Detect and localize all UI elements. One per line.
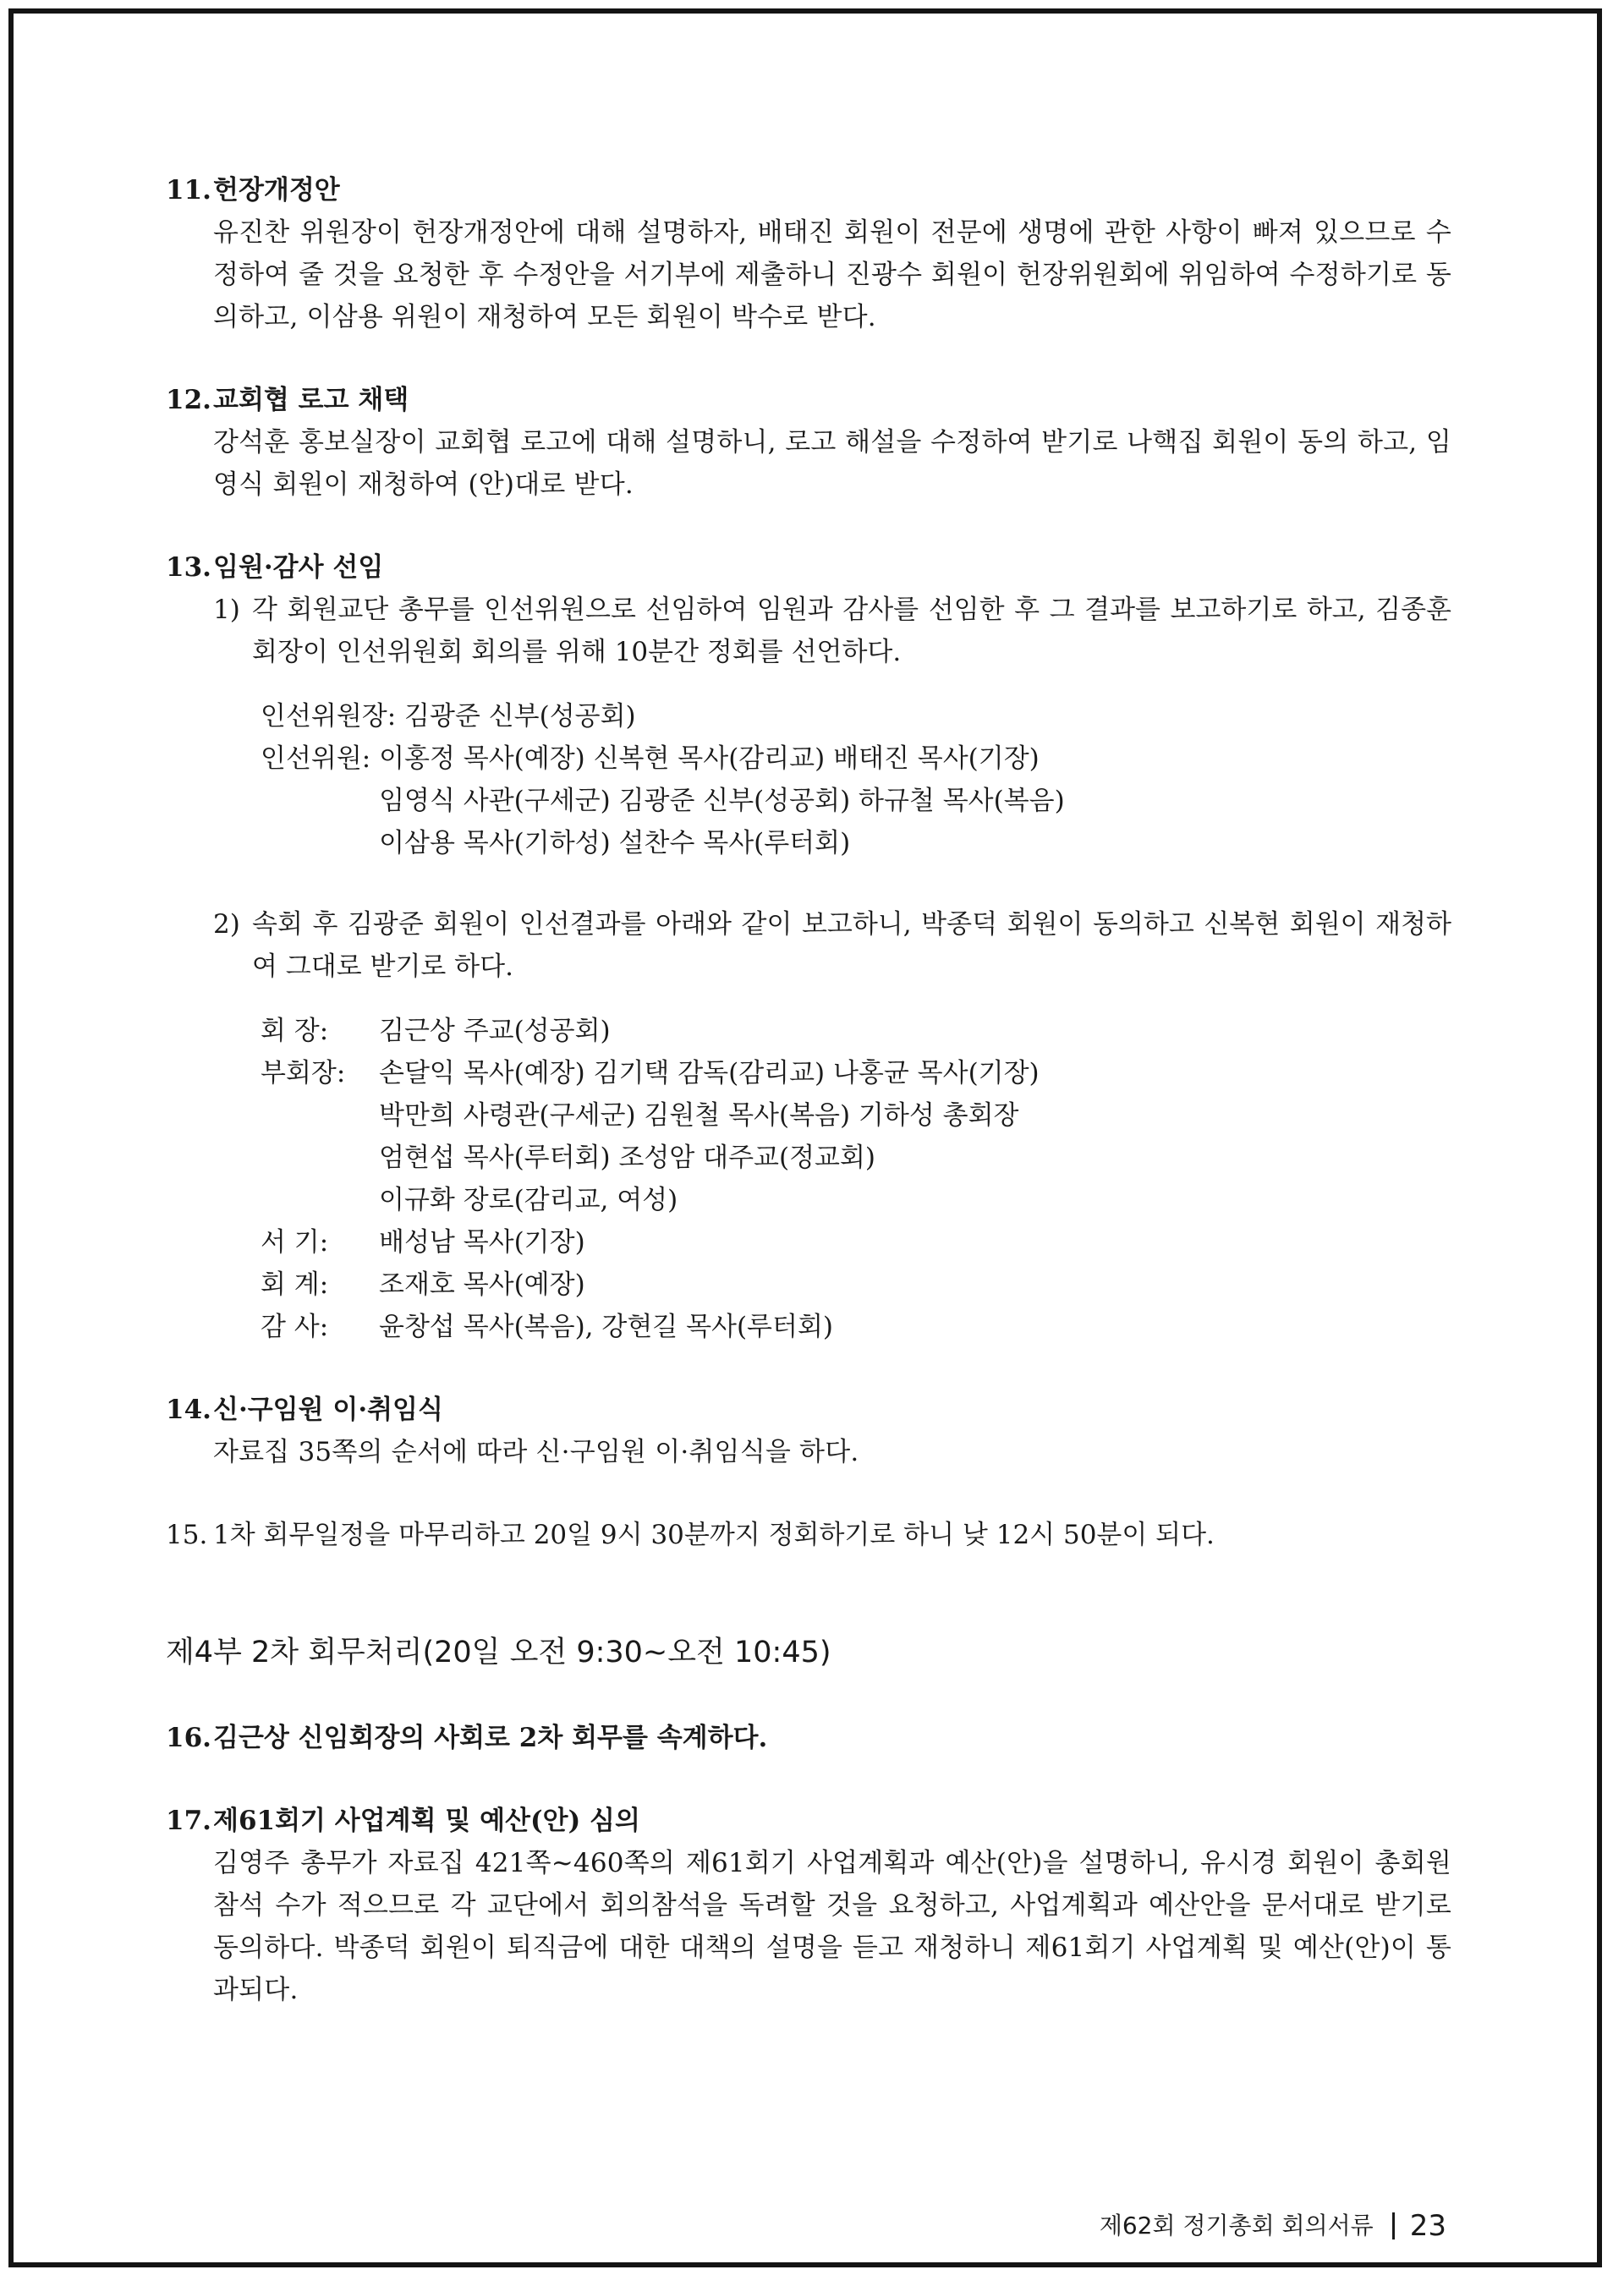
- officer-value: 조재호 목사(예장): [379, 1269, 585, 1300]
- page-number: 23: [1409, 2209, 1446, 2243]
- officer-vice-row: [261, 1052, 1451, 1221]
- item-number: 1): [213, 595, 240, 625]
- section-14: [166, 1389, 1451, 1473]
- officer-president-row: [261, 1010, 1451, 1052]
- section-title: 교회협 로고 채택: [213, 385, 409, 415]
- officer-list: [261, 1010, 1451, 1348]
- officer-vice-line: 박만희 사령관(구세군) 김원철 목사(복음) 기하성 총회장: [379, 1100, 1019, 1131]
- officer-label: 부회장:: [261, 1058, 354, 1088]
- section-number: 13.: [166, 552, 211, 583]
- officer-auditor-row: [261, 1306, 1451, 1348]
- section-12-heading: [166, 379, 1451, 421]
- section-11-body: 유진찬 위원장이 헌장개정안에 대해 설명하자, 배태진 회원이 전문에 생명에 관한 사항이 빠져 있으므로 수정하여 줄 것을 요청한 후 수정안을 서기부에 제출하니 진광수 회원이 헌장위원회에 위임하여 수정하기로 동의하고, 이삼용 위원이 재청하여 모든 회원이 박수로 받다.: [213, 217, 1451, 332]
- officer-label: 서 기:: [261, 1227, 337, 1258]
- section-17-heading: [166, 1800, 1451, 1842]
- committee-members-line: 임영식 사관(구세군) 김광준 신부(성공회) 하규철 목사(복음): [379, 786, 1065, 816]
- section-title: 제61회기 사업계획 및 예산(안) 심의: [213, 1806, 640, 1836]
- section-number: 16.: [166, 1723, 211, 1753]
- officer-label: 회 장:: [261, 1016, 337, 1046]
- committee-members-line: 이홍정 목사(예장) 신복현 목사(감리교) 배태진 목사(기장): [379, 743, 1040, 774]
- committee-members-row: [261, 737, 1451, 864]
- committee-chair-label: 인선위원장:: [261, 701, 405, 732]
- section-13-item-1: [213, 589, 1451, 673]
- committee-chair-value: 김광준 신부(성공회): [404, 701, 636, 732]
- section-13-heading: [166, 546, 1451, 589]
- part-4-title: 제4부 2차 회무처리(20일 오전 9:30~오전 10:45): [166, 1636, 831, 1669]
- section-number: 12.: [166, 385, 211, 415]
- item-text: 속회 후 김광준 회원이 인선결과를 아래와 같이 보고하니, 박종덕 회원이 동의하고 신복현 회원이 재청하여 그대로 받기로 하다.: [252, 909, 1451, 982]
- section-15-body: 1차 회무일정을 마무리하고 20일 9시 30분까지 정회하기로 하니 낮 12시 50분이 되다.: [213, 1520, 1215, 1550]
- section-12-body: 강석훈 홍보실장이 교회협 로고에 대해 설명하니, 로고 해설을 수정하여 받기로 나핵집 회원이 동의 하고, 임영식 회원이 재청하여 (안)대로 받다.: [213, 427, 1451, 500]
- section-11-heading: [166, 169, 1451, 211]
- officer-value: 배성남 목사(기장): [379, 1227, 585, 1258]
- officer-vice-line: 손달익 목사(예장) 김기택 감독(감리교) 나홍균 목사(기장): [379, 1058, 1040, 1088]
- section-14-heading: [166, 1389, 1451, 1431]
- section-number: 11.: [166, 175, 211, 206]
- item-text: 각 회원교단 총무를 인선위원으로 선임하여 임원과 감사를 선임한 후 그 결과를 보고하기로 하고, 김종훈 회장이 인선위원회 회의를 위해 10분간 정회를 선언하다.: [252, 595, 1451, 667]
- section-13-item-2: [213, 903, 1451, 988]
- section-17: [166, 1800, 1451, 2011]
- section-title: 헌장개정안: [213, 175, 340, 206]
- committee-chair-row: [261, 695, 1451, 737]
- section-12: [166, 379, 1451, 506]
- section-15: [166, 1514, 1451, 1556]
- committee-members-line: 이삼용 목사(기하성) 설찬수 목사(루터회): [379, 828, 851, 858]
- officer-treasurer-row: [261, 1264, 1451, 1306]
- officer-value: 김근상 주교(성공회): [379, 1016, 611, 1046]
- section-13: [166, 546, 1451, 1348]
- nomination-committee: [261, 695, 1451, 864]
- officer-label: 회 계:: [261, 1269, 337, 1300]
- section-number: 14.: [166, 1395, 211, 1425]
- item-number: 2): [213, 909, 240, 940]
- section-title: 김근상 신임회장의 사회로 2차 회무를 속계하다.: [213, 1723, 768, 1753]
- section-title: 신·구임원 이·취임식: [213, 1395, 443, 1425]
- officer-value: 윤창섭 목사(복음), 강현길 목사(루터회): [379, 1312, 833, 1342]
- footer-divider: [1392, 2212, 1395, 2239]
- officer-vice-line: 이규화 장로(감리교, 여성): [379, 1185, 678, 1215]
- committee-members-label: 인선위원:: [261, 743, 380, 774]
- section-14-body: 자료집 35쪽의 순서에 따라 신·구임원 이·취임식을 하다.: [213, 1437, 859, 1467]
- section-number: 17.: [166, 1806, 211, 1836]
- officer-label: 감 사:: [261, 1312, 337, 1342]
- section-title: 임원·감사 선임: [213, 552, 384, 583]
- section-11: [166, 169, 1451, 338]
- officer-secretary-row: [261, 1221, 1451, 1264]
- officer-vice-line: 엄현섭 목사(루터회) 조성암 대주교(정교회): [379, 1143, 876, 1173]
- section-17-body: 김영주 총무가 자료집 421쪽~460쪽의 제61회기 사업계획과 예산(안)을 설명하니, 유시경 회원이 총회원 참석 수가 적으므로 각 교단에서 회의참석을 독려할 것을 요청하고, 사업계획과 예산안을 문서대로 받기로 동의하다. 박종덕 회원이 퇴직금에 대한 대책의 설명을 듣고 재청하니 제61회기 사업계획 및 예산(안)이 통과되다.: [213, 1848, 1451, 2005]
- footer-document-title: 제62회 정기총회 회의서류: [1099, 2212, 1374, 2239]
- section-16: [166, 1717, 1451, 1759]
- section-number: 15.: [166, 1520, 208, 1550]
- page-footer: [1100, 2209, 1446, 2243]
- document-body: [166, 169, 1451, 2011]
